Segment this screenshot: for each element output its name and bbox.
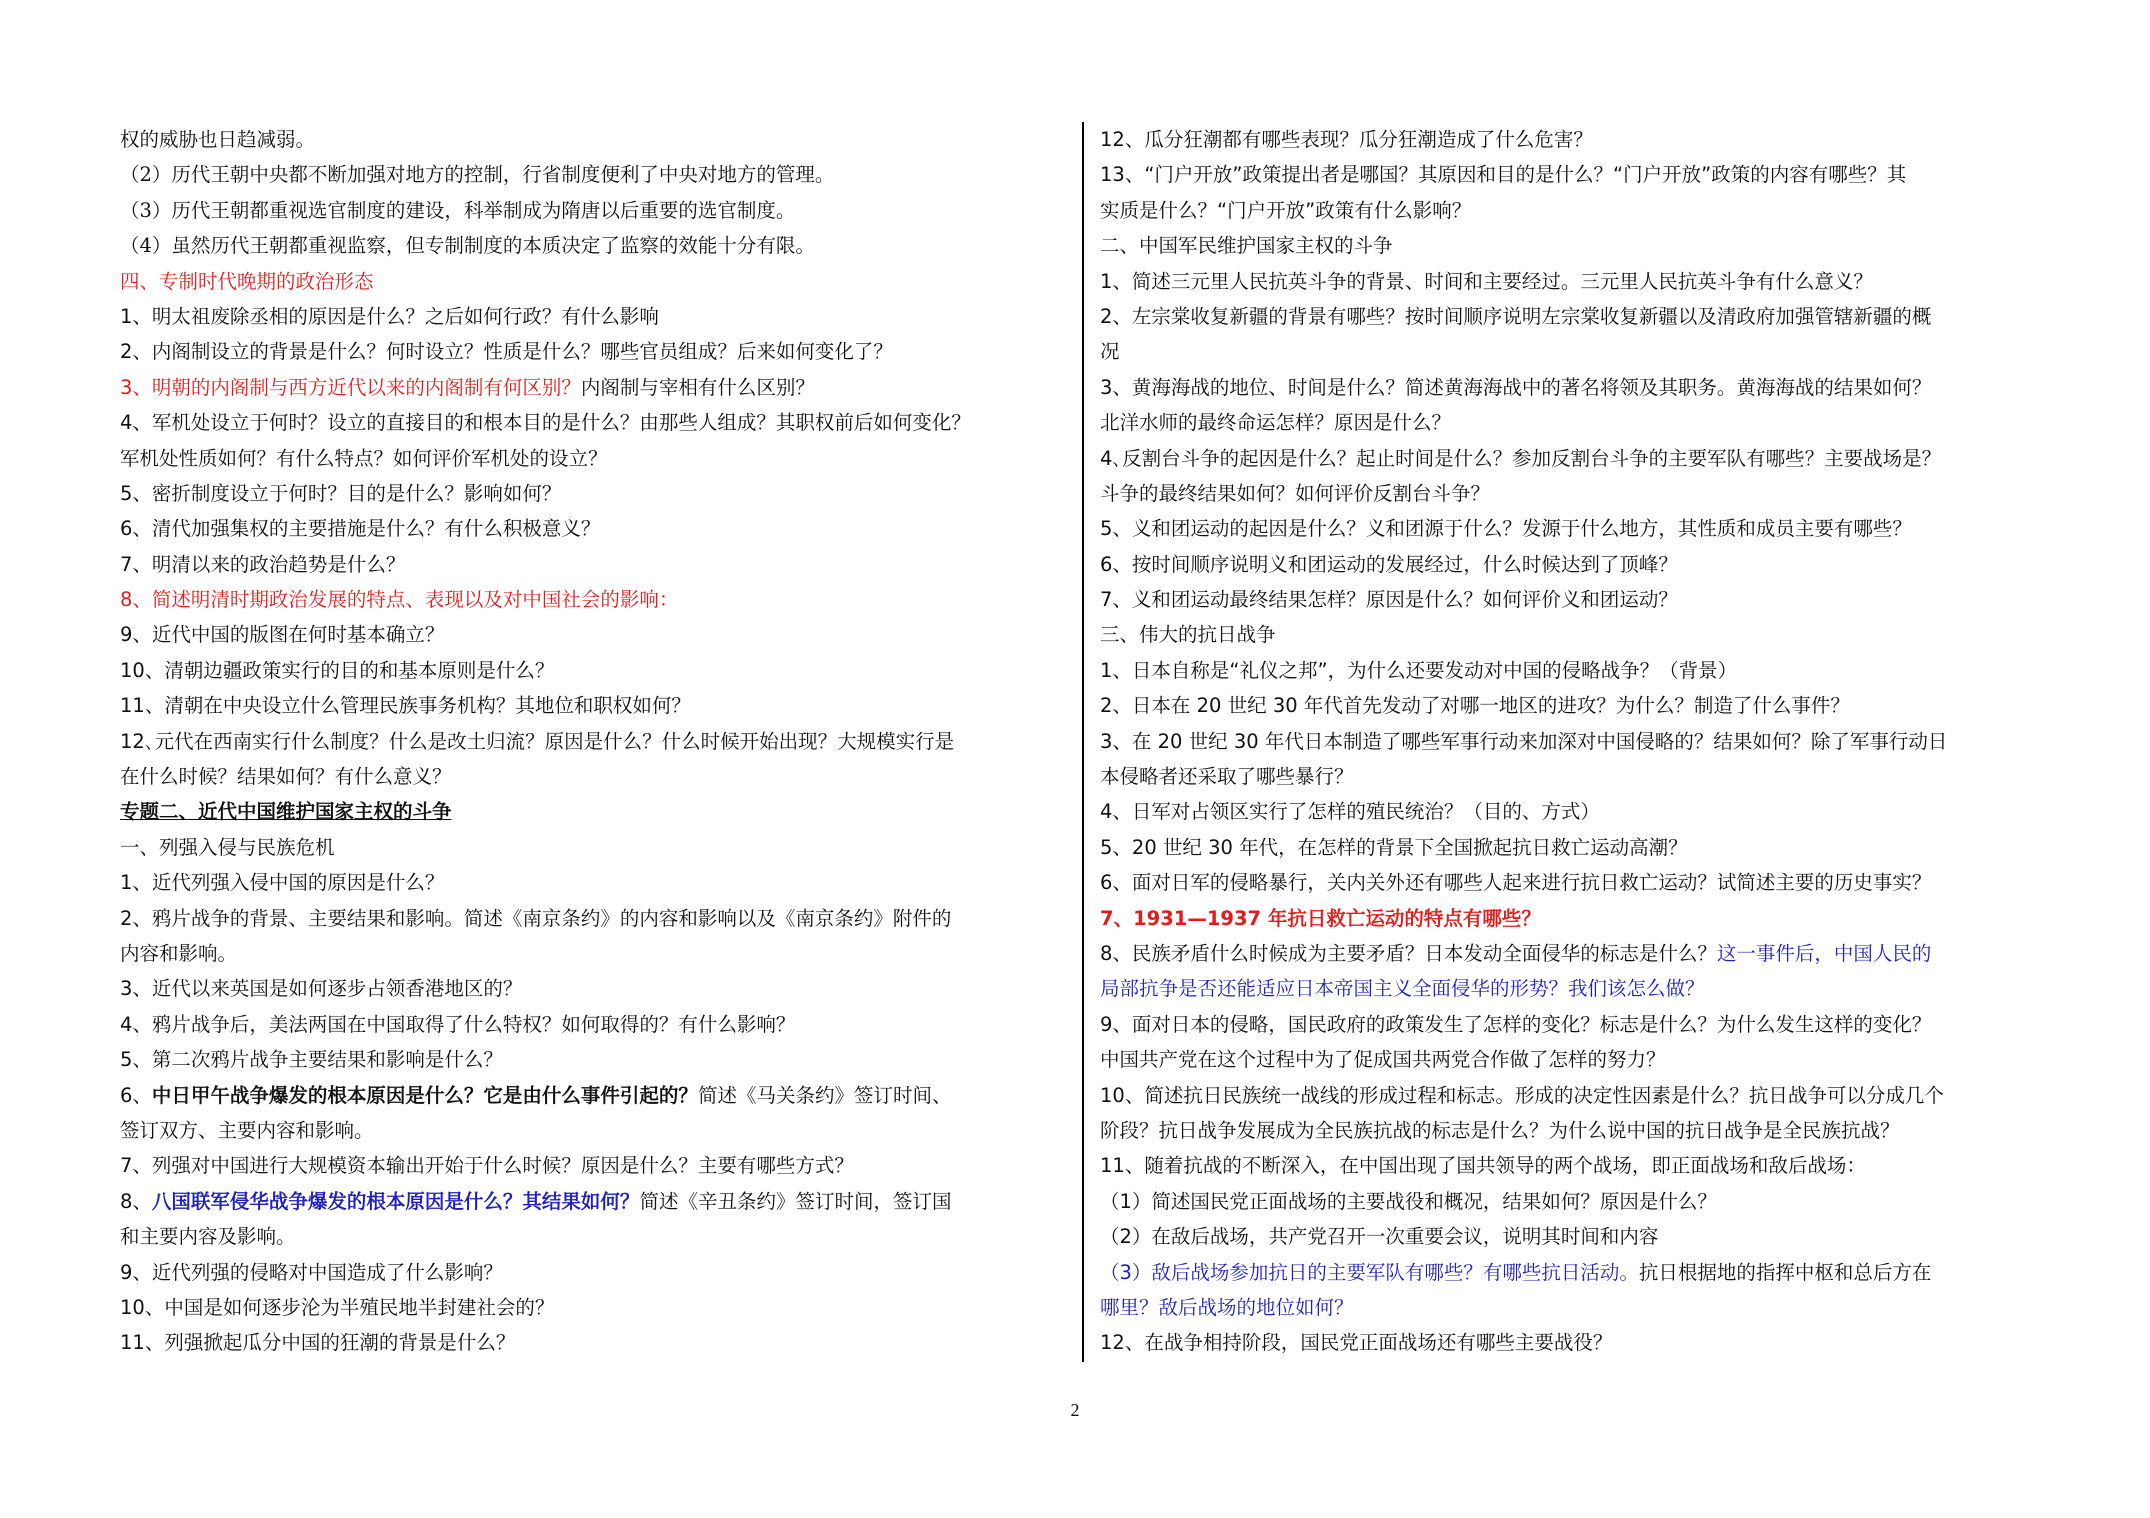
text-line (1100, 1219, 2045, 1254)
text-segment: 在什么时候？结果如何？有什么意义？ (120, 765, 452, 789)
text-segment: 4、军机处设立于何时？设立的直接目的和根本目的是什么？由那些人组成？其职权前后如何变化？ (120, 411, 971, 435)
text-segment: 5、20 世纪 30 年代，在怎样的背景下全国掀起抗日救亡运动高潮？ (1100, 835, 1688, 859)
text-line (1100, 901, 2045, 936)
text-segment: 2、左宗棠收复新疆的背景有哪些？按时间顺序说明左宗棠收复新疆以及清政府加强管辖新疆的概 (1100, 304, 1932, 328)
text-line (1100, 299, 2045, 334)
text-segment: 13、“门户开放”政策提出者是哪国？其原因和目的是什么？“门户开放”政策的内容有哪些？其 (1100, 163, 1907, 187)
text-segment: 8、民族矛盾什么时候成为主要矛盾？日本发动全面侵华的标志是什么？ (1100, 941, 1717, 965)
text-line (1100, 405, 2045, 440)
text-segment: 8、 (120, 1189, 152, 1213)
text-segment: 12､元代在西南实行什么制度？什么是改土归流？原因是什么？什么时候开始出现？大规模实行是 (120, 729, 955, 753)
text-segment: 10、简述抗日民族统一战线的形成过程和标志。形成的决定性因素是什么？抗日战争可以分成几个 (1100, 1083, 1944, 1107)
text-segment: 简述《马关条约》签订时间、 (697, 1083, 952, 1107)
text-line (120, 653, 1065, 688)
text-line (120, 405, 1065, 440)
text-line (1100, 724, 2045, 759)
text-segment: 5、密折制度设立于何时？目的是什么？影响如何？ (120, 481, 562, 505)
text-segment: 11、列强掀起瓜分中国的狂潮的背景是什么？ (120, 1331, 516, 1355)
text-line (1100, 653, 2045, 688)
text-line (120, 794, 1065, 829)
text-line (1100, 476, 2045, 511)
text-segment: （3）历代王朝都重视选官制度的建设，科举制成为隋唐以后重要的选官制度。 (120, 198, 796, 222)
text-segment: （1）简述国民党正面战场的主要战役和概况，结果如何？原因是什么？ (1100, 1189, 1717, 1213)
text-line (1100, 1255, 2045, 1290)
text-segment: 5、第二次鸦片战争主要结果和影响是什么？ (120, 1048, 503, 1072)
text-segment: 5、义和团运动的起因是什么？义和团源于什么？发源于什么地方，其性质和成员主要有哪些？ (1100, 517, 1912, 541)
text-line (120, 1219, 1065, 1254)
text-segment: 7、列强对中国进行大规模资本输出开始于什么时候？原因是什么？主要有哪些方式？ (120, 1154, 854, 1178)
text-line (120, 193, 1065, 228)
text-segment: 12、在战争相持阶段，国民党正面战场还有哪些主要战役？ (1100, 1331, 1613, 1355)
text-line (120, 1078, 1065, 1113)
text-segment: 11、清朝在中央设立什么管理民族事务机构？其地位和职权如何？ (120, 694, 691, 718)
text-line (120, 865, 1065, 900)
text-segment: 实质是什么？“门户开放”政策有什么影响？ (1100, 198, 1472, 222)
text-segment: 7、1931—1937 年抗日救亡运动的特点有哪些？ (1100, 906, 1541, 930)
text-line (1100, 370, 2045, 405)
text-segment: 3、近代以来英国是如何逐步占领香港地区的？ (120, 977, 523, 1001)
text-line (120, 830, 1065, 865)
text-line (1100, 794, 2045, 829)
text-line (120, 901, 1065, 936)
text-line (120, 511, 1065, 546)
text-segment: 1、明太祖废除丞相的原因是什么？之后如何行政？有什么影响 (120, 304, 659, 328)
text-line (1100, 228, 2045, 263)
text-segment: 中日甲午战争爆发的根本原因是什么？它是由什么事件引起的？ (151, 1083, 698, 1107)
text-segment: 9、面对日本的侵略，国民政府的政策发生了怎样的变化？标志是什么？为什么发生这样的变化？ (1100, 1012, 1932, 1036)
text-line (120, 759, 1065, 794)
text-segment: 3、黄海海战的地位、时间是什么？简述黄海海战中的著名将领及其职务。黄海海战的结果如何？ (1100, 375, 1932, 399)
text-line (120, 441, 1065, 476)
text-segment: 北洋水师的最终命运怎样？原因是什么？ (1100, 411, 1452, 435)
text-line (1100, 1148, 2045, 1183)
text-segment: 7、明清以来的政治趋势是什么？ (120, 552, 406, 576)
left-column (120, 122, 1065, 1361)
text-segment: 中国共产党在这个过程中为了促成国共两党合作做了怎样的努力？ (1100, 1048, 1666, 1072)
text-segment: 四、专制时代晚期的政治形态 (120, 269, 374, 293)
text-segment: 内容和影响。 (120, 941, 238, 965)
text-segment: 二、中国军民维护国家主权的斗争 (1100, 234, 1393, 258)
text-line (120, 370, 1065, 405)
text-line (120, 617, 1065, 652)
text-segment: 10、中国是如何逐步沦为半殖民地半封建社会的？ (120, 1295, 555, 1319)
text-segment: 三、伟大的抗日战争 (1100, 623, 1276, 647)
text-segment: 6、 (120, 1083, 152, 1107)
text-segment: 12、瓜分狂潮都有哪些表现？瓜分狂潮造成了什么危害？ (1100, 128, 1593, 151)
text-line (120, 476, 1065, 511)
text-line (1100, 582, 2045, 617)
text-line (120, 1042, 1065, 1077)
text-line (1100, 1325, 2045, 1360)
text-line (120, 157, 1065, 192)
text-line (120, 724, 1065, 759)
text-segment: 军机处性质如何？有什么特点？如何评价军机处的设立？ (120, 446, 608, 470)
text-segment: （4）虽然历代王朝都重视监察，但专制制度的本质决定了监察的效能十分有限。 (120, 234, 815, 258)
text-segment: 斗争的最终结果如何？如何评价反割台斗争？ (1100, 481, 1491, 505)
text-line (1100, 1007, 2045, 1042)
text-segment: 本侵略者还采取了哪些暴行？ (1100, 765, 1354, 789)
text-line (1100, 264, 2045, 299)
text-line (120, 1255, 1065, 1290)
page-number: 2 (1070, 1400, 1080, 1420)
text-line (120, 122, 1065, 157)
text-segment: 专题二、近代中国维护国家主权的斗争 (120, 800, 452, 824)
text-segment: （2）在敌后战场，共产党召开一次重要会议，说明其时间和内容 (1100, 1225, 1659, 1249)
text-line (120, 688, 1065, 723)
text-segment: 6、清代加强集权的主要措施是什么？有什么积极意义？ (120, 517, 601, 541)
text-segment: 3、在 20 世纪 30 年代日本制造了哪些军事行动来加深对中国侵略的？结果如何？除了军事行动日 (1100, 729, 1948, 753)
text-segment: 一、列强入侵与民族危机 (120, 835, 335, 859)
text-line (120, 299, 1065, 334)
text-segment: （3）敌后战场参加抗日的主要军队有哪些？有哪些抗日活动。 (1100, 1260, 1639, 1284)
text-line (120, 582, 1065, 617)
text-segment: 8、简述明清时期政治发展的特点、表现以及对中国社会的影响： (120, 588, 679, 612)
text-segment: 八国联军侵华战争爆发的根本原因是什么？其结果如何？ (151, 1189, 640, 1213)
text-segment: 9、近代中国的版图在何时基本确立？ (120, 623, 445, 647)
text-segment: 简述《辛丑条约》签订时间，签订国 (639, 1189, 952, 1213)
text-line (120, 547, 1065, 582)
text-line (120, 1113, 1065, 1148)
text-line (120, 936, 1065, 971)
text-segment: 4、鸦片战争后，美法两国在中国取得了什么特权？如何取得的？有什么影响？ (120, 1012, 796, 1036)
text-segment: 内阁制与宰相有什么区别？ (580, 375, 815, 399)
text-segment: 况 (1100, 340, 1120, 364)
text-line (120, 971, 1065, 1006)
text-segment: 1、日本自称是“礼仪之邦”，为什么还要发动对中国的侵略战争？（背景） (1100, 658, 1738, 682)
text-line (120, 1148, 1065, 1183)
text-segment: 2、鸦片战争的背景、主要结果和影响。简述《南京条约》的内容和影响以及《南京条约》附件的 (120, 906, 952, 930)
text-line (1100, 157, 2045, 192)
text-line (1100, 441, 2045, 476)
text-segment: 抗日根据地的指挥中枢和总后方在 (1638, 1260, 1932, 1284)
text-line (120, 228, 1065, 263)
text-line (1100, 511, 2045, 546)
text-line (120, 334, 1065, 369)
text-line (1100, 334, 2045, 369)
text-segment: 6、按时间顺序说明义和团运动的发展经过，什么时候达到了顶峰？ (1100, 552, 1678, 576)
text-segment: 7、义和团运动最终结果怎样？原因是什么？如何评价义和团运动？ (1100, 588, 1678, 612)
text-segment: 4、日军对占领区实行了怎样的殖民统治？（目的、方式） (1100, 800, 1600, 824)
text-segment: 3、明朝的内阁制与西方近代以来的内阁制有何区别？ (120, 375, 581, 399)
text-segment: 签订双方、主要内容和影响。 (120, 1118, 374, 1142)
text-segment: （2）历代王朝中央都不断加强对地方的控制，行省制度便利了中央对地方的管理。 (120, 163, 835, 187)
text-segment: 和主要内容及影响。 (120, 1225, 296, 1249)
text-line (1100, 1290, 2045, 1325)
text-segment: 1、近代列强入侵中国的原因是什么？ (120, 871, 445, 895)
text-line (1100, 1078, 2045, 1113)
text-line (1100, 759, 2045, 794)
text-line (1100, 122, 2045, 157)
text-segment: 2、日本在 20 世纪 30 年代首先发动了对哪一地区的进攻？为什么？制造了什么事件？ (1100, 694, 1850, 718)
text-segment: 10、清朝边疆政策实行的目的和基本原则是什么？ (120, 658, 555, 682)
column-divider (1082, 122, 1084, 1362)
text-line (1100, 971, 2045, 1006)
text-segment: 2、内阁制设立的背景是什么？何时设立？性质是什么？哪些官员组成？后来如何变化了？ (120, 340, 893, 364)
text-line (1100, 1042, 2045, 1077)
text-line (1100, 193, 2045, 228)
text-line (1100, 830, 2045, 865)
text-segment: 11、随着抗战的不断深入，在中国出现了国共领导的两个战场，即正面战场和敌后战场： (1100, 1154, 1866, 1178)
text-segment: 阶段？抗日战争发展成为全民族抗战的标志是什么？为什么说中国的抗日战争是全民族抗战？ (1100, 1118, 1900, 1142)
text-segment: 哪里？敌后战场的地位如何？ (1100, 1295, 1354, 1319)
text-line (1100, 547, 2045, 582)
text-line (1100, 865, 2045, 900)
text-segment: 9、近代列强的侵略对中国造成了什么影响？ (120, 1260, 503, 1284)
text-line (120, 1325, 1065, 1360)
right-column (1100, 122, 2045, 1361)
text-segment: 4､反割台斗争的起因是什么？起止时间是什么？参加反割台斗争的主要军队有哪些？主要战场是？ (1100, 446, 1942, 470)
text-line (1100, 688, 2045, 723)
text-line (120, 1184, 1065, 1219)
text-line (120, 1007, 1065, 1042)
text-line (1100, 936, 2045, 971)
text-segment: 1、简述三元里人民抗英斗争的背景、时间和主要经过。三元里人民抗英斗争有什么意义？ (1100, 269, 1873, 293)
text-line (1100, 617, 2045, 652)
text-line (120, 264, 1065, 299)
text-segment: 局部抗争是否还能适应日本帝国主义全面侵华的形势？我们该怎么做？ (1100, 977, 1705, 1001)
text-line (120, 1290, 1065, 1325)
text-line (1100, 1184, 2045, 1219)
text-segment: 6、面对日军的侵略暴行，关内关外还有哪些人起来进行抗日救亡运动？试简述主要的历史事实？ (1100, 871, 1932, 895)
text-line (1100, 1113, 2045, 1148)
text-segment: 权的威胁也日趋减弱。 (120, 128, 316, 151)
text-segment: 这一事件后，中国人民的 (1716, 941, 1932, 965)
